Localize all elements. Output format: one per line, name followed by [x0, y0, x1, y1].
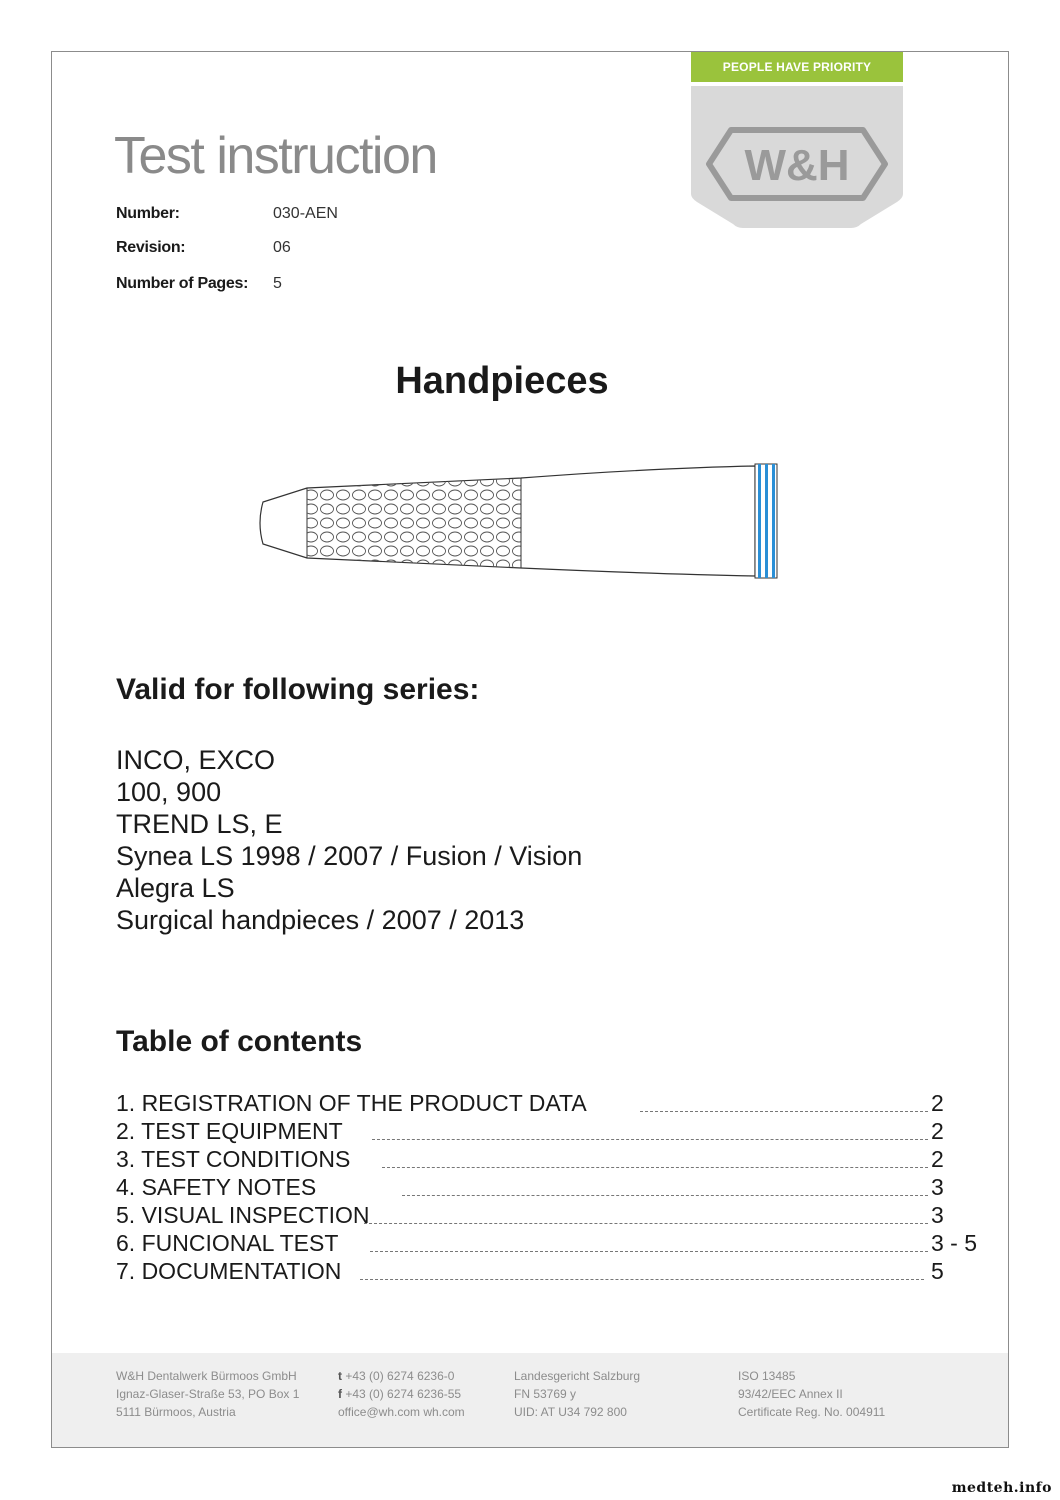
footer-line: 5111 Bürmoos, Austria: [116, 1405, 236, 1419]
footer-line: Ignaz-Glaser-Straße 53, PO Box 1: [116, 1387, 300, 1401]
footer-court: [514, 1367, 640, 1421]
toc-leader: [364, 1223, 928, 1224]
toc-page: 2: [931, 1118, 944, 1144]
footer-certification: [738, 1367, 885, 1421]
toc-label: 3. TEST CONDITIONS: [116, 1146, 351, 1172]
footer-line: W&H Dentalwerk Bürmoos GmbH: [116, 1369, 297, 1383]
toc-label: 2. TEST EQUIPMENT: [116, 1118, 343, 1144]
toc-leader: [370, 1251, 928, 1252]
toc-label: 1. REGISTRATION OF THE PRODUCT DATA: [116, 1090, 587, 1116]
toc-heading: Table of contents: [116, 1025, 363, 1058]
brand-tagline: PEOPLE HAVE PRIORITY: [691, 52, 903, 82]
toc-page: 3 - 5: [931, 1230, 978, 1256]
toc-item[interactable]: [116, 1230, 986, 1258]
fax-prefix: f: [338, 1387, 342, 1401]
footer-web[interactable]: office@wh.com wh.com: [338, 1405, 465, 1419]
series-list: [116, 744, 582, 936]
toc-label: 7. DOCUMENTATION: [116, 1258, 342, 1284]
footer-line: Landesgericht Salzburg: [514, 1369, 641, 1383]
toc-item[interactable]: [116, 1146, 986, 1174]
handpiece-illustration: [255, 460, 785, 585]
meta-label: Revision:: [116, 239, 186, 256]
series-item: TREND LS, E: [116, 809, 283, 839]
footer-contact: [338, 1367, 465, 1421]
footer-line: UID: AT U34 792 800: [514, 1405, 627, 1419]
meta-value: 06: [273, 239, 291, 256]
toc-leader: [360, 1279, 924, 1280]
toc-item[interactable]: [116, 1090, 986, 1118]
phone-prefix: t: [338, 1369, 342, 1383]
toc-page: 5: [931, 1258, 944, 1284]
wh-logo: [691, 86, 903, 228]
toc-item[interactable]: [116, 1258, 986, 1286]
toc-page: 2: [931, 1090, 944, 1116]
toc-label: 6. FUNCIONAL TEST: [116, 1230, 339, 1256]
series-item: 100, 900: [116, 777, 222, 807]
toc-label: 4. SAFETY NOTES: [116, 1174, 317, 1200]
toc-page: 3: [931, 1174, 944, 1200]
site-watermark: medteh.info: [951, 1480, 1052, 1496]
series-item: Synea LS 1998 / 2007 / Fusion / Vision: [116, 841, 583, 871]
footer-phone[interactable]: [338, 1367, 465, 1385]
footer-line: FN 53769 y: [514, 1387, 577, 1401]
series-item: Surgical handpieces / 2007 / 2013: [116, 905, 525, 935]
footer-line: Certificate Reg. No. 004911: [738, 1405, 886, 1419]
series-heading: Valid for following series:: [116, 673, 480, 706]
toc-leader: [640, 1111, 928, 1112]
toc-leader: [402, 1195, 928, 1196]
meta-value: 5: [273, 275, 282, 292]
footer-fax: [338, 1385, 465, 1403]
series-item: INCO, EXCO: [116, 745, 276, 775]
subject-heading: Handpieces: [395, 360, 609, 402]
page-footer: [52, 1353, 1008, 1447]
toc-leader: [382, 1167, 928, 1168]
meta-label: Number:: [116, 205, 180, 222]
toc-item[interactable]: [116, 1202, 986, 1230]
series-item: Alegra LS: [116, 873, 235, 903]
fax-number: +43 (0) 6274 6236-55: [345, 1387, 462, 1401]
meta-label: Number of Pages:: [116, 275, 249, 292]
toc-item[interactable]: [116, 1118, 986, 1146]
toc-leader: [372, 1139, 928, 1140]
toc-page: 2: [931, 1146, 944, 1172]
meta-value: 030-AEN: [273, 205, 338, 222]
footer-line: ISO 13485: [738, 1369, 796, 1383]
document-title: Test instruction: [114, 127, 437, 185]
footer-company: [116, 1367, 299, 1421]
toc-label: 5. VISUAL INSPECTION: [116, 1202, 370, 1228]
toc-page: 3: [931, 1202, 944, 1228]
toc-item[interactable]: [116, 1174, 986, 1202]
logo-text: W&H: [744, 141, 850, 190]
footer-line: 93/42/EEC Annex II: [738, 1387, 843, 1401]
phone-number: +43 (0) 6274 6236-0: [345, 1369, 455, 1383]
